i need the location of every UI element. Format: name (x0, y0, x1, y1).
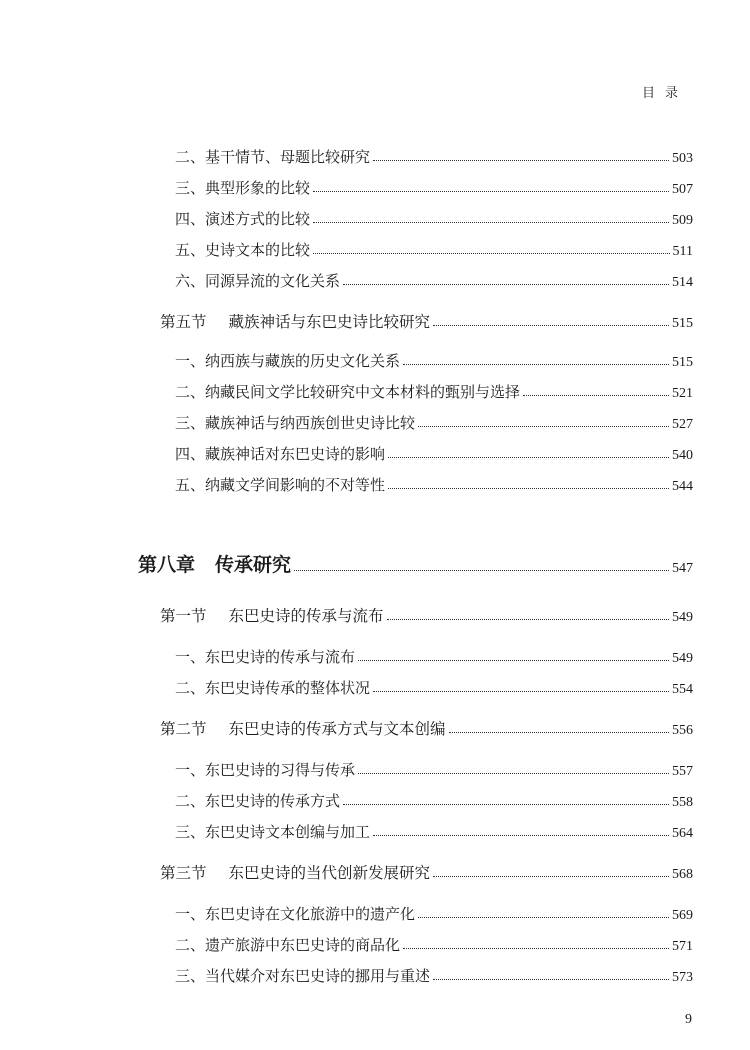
toc-entry[interactable] (175, 440, 693, 464)
toc-entry-label: 三、当代媒介对东巴史诗的挪用与重述 (175, 967, 431, 985)
chapter-number: 第八章 (138, 554, 196, 576)
dot-leader (388, 488, 669, 489)
toc-entry-label: 一、东巴史诗的习得与传承 (175, 761, 356, 779)
toc-entry-page: 549 (672, 610, 693, 625)
toc-entry-label: 二、纳藏民间文学比较研究中文本材料的甄别与选择 (175, 383, 521, 401)
toc-entry[interactable] (175, 267, 693, 291)
toc-entry-page: 571 (672, 939, 693, 954)
toc-chapter-entry[interactable] (138, 549, 693, 577)
toc-entry-page: 511 (672, 244, 693, 259)
toc-entry[interactable] (175, 818, 693, 842)
dot-leader (523, 395, 669, 396)
dot-leader (313, 191, 669, 192)
toc-entry-label: 东巴史诗的传承与流布 (228, 607, 384, 625)
toc-entry[interactable] (175, 174, 693, 198)
toc-entry-label: 五、史诗文本的比较 (175, 241, 311, 259)
toc-entry-label: 藏族神话与东巴史诗比较研究 (228, 313, 431, 331)
toc-entry-label: 二、东巴史诗的传承方式 (175, 792, 341, 810)
toc-entry-label: 六、同源异流的文化关系 (175, 272, 341, 290)
dot-leader (343, 284, 669, 285)
toc-entry-page: 515 (672, 316, 693, 331)
dot-leader (373, 835, 669, 836)
dot-leader (373, 691, 669, 692)
toc-entry-page: 564 (672, 826, 693, 841)
toc-entry-label: 一、东巴史诗的传承与流布 (175, 648, 356, 666)
toc-entry-page: 521 (672, 386, 693, 401)
toc-entry-page: 568 (672, 867, 693, 882)
toc-entry-page: 509 (672, 213, 693, 228)
toc-entry-page: 573 (672, 970, 693, 985)
toc-entry-label: 三、典型形象的比较 (175, 179, 311, 197)
toc-entry-label: 四、藏族神话对东巴史诗的影响 (175, 445, 386, 463)
dot-leader (433, 325, 669, 326)
section-number: 第二节 (160, 720, 207, 738)
toc-entry-page: 556 (672, 723, 693, 738)
dot-leader (388, 457, 669, 458)
toc-entry-page: 547 (672, 561, 693, 576)
toc-entry[interactable] (175, 143, 693, 167)
running-header: 目录 (641, 86, 688, 101)
toc-entry-page: 540 (672, 448, 693, 463)
toc-section-entry[interactable] (160, 308, 693, 332)
toc-entry[interactable] (175, 378, 693, 402)
section-number: 第一节 (160, 607, 207, 625)
toc-entry[interactable] (175, 347, 693, 371)
page-number: 9 (685, 1012, 692, 1027)
toc-entry-label: 一、东巴史诗在文化旅游中的遗产化 (175, 905, 416, 923)
toc-entry[interactable] (175, 643, 693, 667)
toc-entry[interactable] (175, 471, 693, 495)
toc-entry-page: 554 (672, 682, 693, 697)
toc-entry-label: 二、基干情节、母题比较研究 (175, 148, 371, 166)
toc-entry-label: 三、东巴史诗文本创编与加工 (175, 823, 371, 841)
toc-entry[interactable] (175, 674, 693, 698)
dot-leader (358, 660, 669, 661)
dot-leader (449, 732, 669, 733)
dot-leader (294, 570, 669, 571)
section-number: 第三节 (160, 864, 207, 882)
toc-entry[interactable] (175, 962, 693, 986)
toc-entry[interactable] (175, 931, 693, 955)
toc-entry-page: 569 (672, 908, 693, 923)
toc-entry-page: 549 (672, 651, 693, 666)
toc-entry[interactable] (175, 787, 693, 811)
dot-leader (387, 619, 669, 620)
toc-entry-label: 四、演述方式的比较 (175, 210, 311, 228)
toc-entry-page: 503 (672, 151, 693, 166)
toc-entry-label: 二、东巴史诗传承的整体状况 (175, 679, 371, 697)
toc-section-entry[interactable] (160, 715, 693, 739)
toc-entry-page: 544 (672, 479, 693, 494)
toc-entry-label: 东巴史诗的传承方式与文本创编 (228, 720, 446, 738)
dot-leader (418, 917, 669, 918)
toc-entry-page: 558 (672, 795, 693, 810)
dot-leader (313, 222, 669, 223)
toc-entry-label: 传承研究 (215, 554, 292, 576)
dot-leader (343, 804, 669, 805)
toc-entry-page: 515 (672, 355, 693, 370)
dot-leader (313, 253, 670, 254)
toc-entry-label: 一、纳西族与藏族的历史文化关系 (175, 352, 401, 370)
toc-entry[interactable] (175, 900, 693, 924)
toc-section-entry[interactable] (160, 602, 693, 626)
dot-leader (358, 773, 669, 774)
toc-section-entry[interactable] (160, 859, 693, 883)
dot-leader (373, 160, 669, 161)
dot-leader (418, 426, 669, 427)
toc-entry-page: 527 (672, 417, 693, 432)
dot-leader (403, 364, 669, 365)
toc-entry-page: 514 (672, 275, 693, 290)
toc-entry[interactable] (175, 205, 693, 229)
toc-entry-label: 五、纳藏文学间影响的不对等性 (175, 476, 386, 494)
toc-entry[interactable] (175, 409, 693, 433)
toc-entry-label: 三、藏族神话与纳西族创世史诗比较 (175, 414, 416, 432)
toc-entry-label: 二、遗产旅游中东巴史诗的商品化 (175, 936, 401, 954)
dot-leader (403, 948, 669, 949)
toc-entry-label: 东巴史诗的当代创新发展研究 (228, 864, 431, 882)
dot-leader (433, 876, 669, 877)
toc-entry[interactable] (175, 756, 693, 780)
toc-entry[interactable] (175, 236, 693, 260)
section-number: 第五节 (160, 313, 207, 331)
dot-leader (433, 979, 669, 980)
toc-entry-page: 557 (672, 764, 693, 779)
toc-entry-page: 507 (672, 182, 693, 197)
